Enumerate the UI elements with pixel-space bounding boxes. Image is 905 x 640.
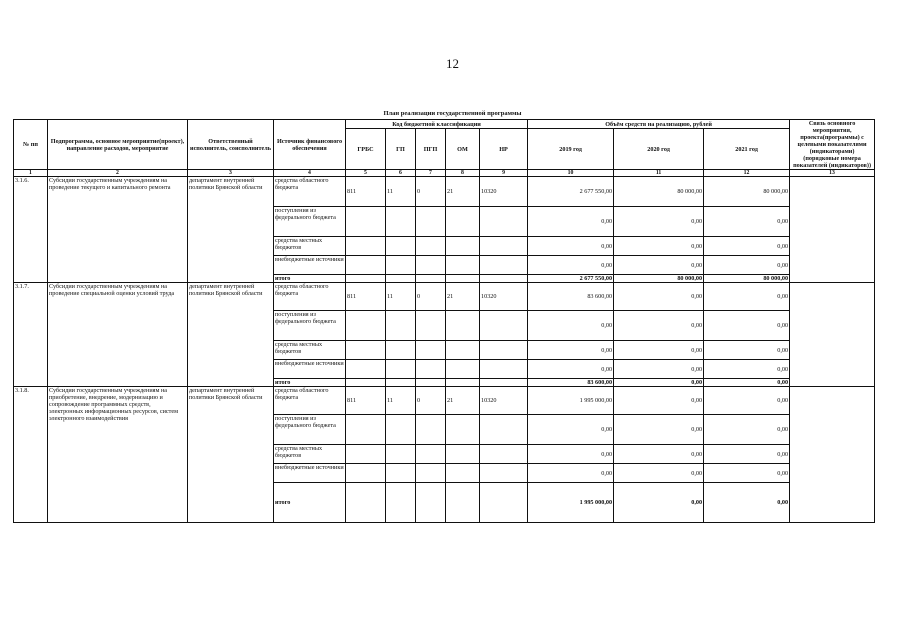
amount-2020: 0,00 xyxy=(614,341,704,360)
table-row xyxy=(14,387,875,415)
code-gp: 11 xyxy=(386,387,416,415)
amount-2019: 0,00 xyxy=(528,415,614,445)
header-np: НР xyxy=(480,129,528,170)
item-executor: департамент внутренней политики Брянской области xyxy=(188,177,274,283)
col-number: 1 xyxy=(14,170,48,177)
code-pgp: 0 xyxy=(416,387,446,415)
source-total: итого xyxy=(274,483,346,523)
item-number: 3.1.7. xyxy=(14,283,48,387)
amount-2019: 0,00 xyxy=(528,237,614,256)
amount-2020: 0,00 xyxy=(614,283,704,311)
source-total: итого xyxy=(274,275,346,283)
amount-2021: 0,00 xyxy=(704,341,790,360)
col-number: 6 xyxy=(386,170,416,177)
amount-2021: 0,00 xyxy=(704,256,790,275)
amount-2020: 0,00 xyxy=(614,445,704,464)
col-number: 2 xyxy=(48,170,188,177)
table-caption: План реализации государственной программы xyxy=(383,110,522,117)
header-source: Источник финансового обеспечения xyxy=(274,120,346,170)
header-link: Связь основного мероприятия, проекта(программы) с целевыми показателями (индикаторами) (порядковые номера показателей (индикаторов)) xyxy=(790,120,875,170)
amount-2020: 0,00 xyxy=(614,311,704,341)
col-number: 13 xyxy=(790,170,875,177)
source-regional: средства областного бюджета xyxy=(274,177,346,207)
amount-2020: 0,00 xyxy=(614,464,704,483)
amount-2021: 0,00 xyxy=(704,415,790,445)
amount-2021: 80 000,00 xyxy=(704,177,790,207)
header-grbs: ГРБС xyxy=(346,129,386,170)
code-pgp: 0 xyxy=(416,283,446,311)
column-number-row xyxy=(14,170,875,177)
amount-2020: 0,00 xyxy=(614,237,704,256)
amount-2020: 0,00 xyxy=(614,256,704,275)
amount-2020: 80 000,00 xyxy=(614,177,704,207)
code-np: 10320 xyxy=(480,177,528,207)
col-number: 12 xyxy=(704,170,790,177)
amount-2019: 2 677 550,00 xyxy=(528,177,614,207)
amount-2021: 0,00 xyxy=(704,237,790,256)
code-om: 21 xyxy=(446,177,480,207)
code-om: 21 xyxy=(446,283,480,311)
amount-2019: 0,00 xyxy=(528,360,614,379)
source-extra: внебюджетные источники xyxy=(274,256,346,275)
amount-2021: 0,00 xyxy=(704,387,790,415)
source-local: средства местных бюджетов xyxy=(274,237,346,256)
col-number: 11 xyxy=(614,170,704,177)
item-number: 3.1.8. xyxy=(14,387,48,523)
header-activity: Подпрограмма, основное мероприятие(проект), направление расходов, мероприятие xyxy=(48,120,188,170)
amount-2021: 0,00 xyxy=(704,445,790,464)
amount-2020: 0,00 xyxy=(614,415,704,445)
amount-2019: 0,00 xyxy=(528,464,614,483)
indicator-link xyxy=(790,387,875,523)
source-federal: поступления из федерального бюджета xyxy=(274,415,346,445)
source-local: средства местных бюджетов xyxy=(274,341,346,360)
source-extra: внебюджетные источники xyxy=(274,360,346,379)
amount-2020: 0,00 xyxy=(614,387,704,415)
item-name: Субсидии государственным учреждениям на проведение текущего и капитального ремонта xyxy=(48,177,188,283)
header-pgp: ПГП xyxy=(416,129,446,170)
table-row xyxy=(14,283,875,311)
header-2020: 2020 год xyxy=(614,129,704,170)
indicator-link xyxy=(790,177,875,283)
amount-2020: 0,00 xyxy=(614,207,704,237)
program-plan-table xyxy=(13,119,875,523)
code-om: 21 xyxy=(446,387,480,415)
item-name: Субсидии государственным учреждениям на приобретение, внедрение, модернизацию и сопровождение программных средств, электронных информационных ресурсов, систем электронного взаимодействия xyxy=(48,387,188,523)
total-2021: 0,00 xyxy=(704,379,790,387)
col-number: 9 xyxy=(480,170,528,177)
col-number: 5 xyxy=(346,170,386,177)
header-2019: 2019 год xyxy=(528,129,614,170)
amount-2021: 0,00 xyxy=(704,464,790,483)
amount-2021: 0,00 xyxy=(704,283,790,311)
code-pgp: 0 xyxy=(416,177,446,207)
total-2020: 0,00 xyxy=(614,483,704,523)
code-np: 10320 xyxy=(480,283,528,311)
total-2020: 0,00 xyxy=(614,379,704,387)
total-2021: 0,00 xyxy=(704,483,790,523)
col-number: 4 xyxy=(274,170,346,177)
col-number: 8 xyxy=(446,170,480,177)
header-gp: ГП xyxy=(386,129,416,170)
code-gp: 11 xyxy=(386,283,416,311)
item-executor: департамент внутренней политики Брянской области xyxy=(188,387,274,523)
item-name: Субсидии государственным учреждениям на проведение специальной оценки условий труда xyxy=(48,283,188,387)
header-2021: 2021 год xyxy=(704,129,790,170)
col-number: 3 xyxy=(188,170,274,177)
source-regional: средства областного бюджета xyxy=(274,387,346,415)
total-2021: 80 000,00 xyxy=(704,275,790,283)
total-2019: 83 600,00 xyxy=(528,379,614,387)
code-grbs: 811 xyxy=(346,177,386,207)
amount-2019: 0,00 xyxy=(528,256,614,275)
code-gp: 11 xyxy=(386,177,416,207)
amount-2020: 0,00 xyxy=(614,360,704,379)
page-number: 12 xyxy=(446,56,459,71)
amount-2019: 0,00 xyxy=(528,207,614,237)
total-2020: 80 000,00 xyxy=(614,275,704,283)
table-row xyxy=(14,177,875,207)
header-volume: Объём средств на реализацию, рублей xyxy=(528,120,790,129)
col-number: 10 xyxy=(528,170,614,177)
code-np: 10320 xyxy=(480,387,528,415)
total-2019: 2 677 550,00 xyxy=(528,275,614,283)
amount-2019: 83 600,00 xyxy=(528,283,614,311)
header-om: ОМ xyxy=(446,129,480,170)
source-extra: внебюджетные источники xyxy=(274,464,346,483)
amount-2021: 0,00 xyxy=(704,311,790,341)
header-budget-code: Код бюджетной классификации xyxy=(346,120,528,129)
item-number: 3.1.6. xyxy=(14,177,48,283)
indicator-link xyxy=(790,283,875,387)
amount-2019: 1 995 000,00 xyxy=(528,387,614,415)
amount-2019: 0,00 xyxy=(528,341,614,360)
header-executor: Ответственный исполнитель, соисполнитель xyxy=(188,120,274,170)
amount-2019: 0,00 xyxy=(528,445,614,464)
total-2019: 1 995 000,00 xyxy=(528,483,614,523)
col-number: 7 xyxy=(416,170,446,177)
amount-2021: 0,00 xyxy=(704,207,790,237)
item-executor: департамент внутренней политики Брянской области xyxy=(188,283,274,387)
amount-2019: 0,00 xyxy=(528,311,614,341)
source-total: итого xyxy=(274,379,346,387)
code-grbs: 811 xyxy=(346,283,386,311)
amount-2021: 0,00 xyxy=(704,360,790,379)
source-federal: поступления из федерального бюджета xyxy=(274,311,346,341)
header-num: № пп xyxy=(14,120,48,170)
source-regional: средства областного бюджета xyxy=(274,283,346,311)
code-grbs: 811 xyxy=(346,387,386,415)
source-local: средства местных бюджетов xyxy=(274,445,346,464)
source-federal: поступления из федерального бюджета xyxy=(274,207,346,237)
